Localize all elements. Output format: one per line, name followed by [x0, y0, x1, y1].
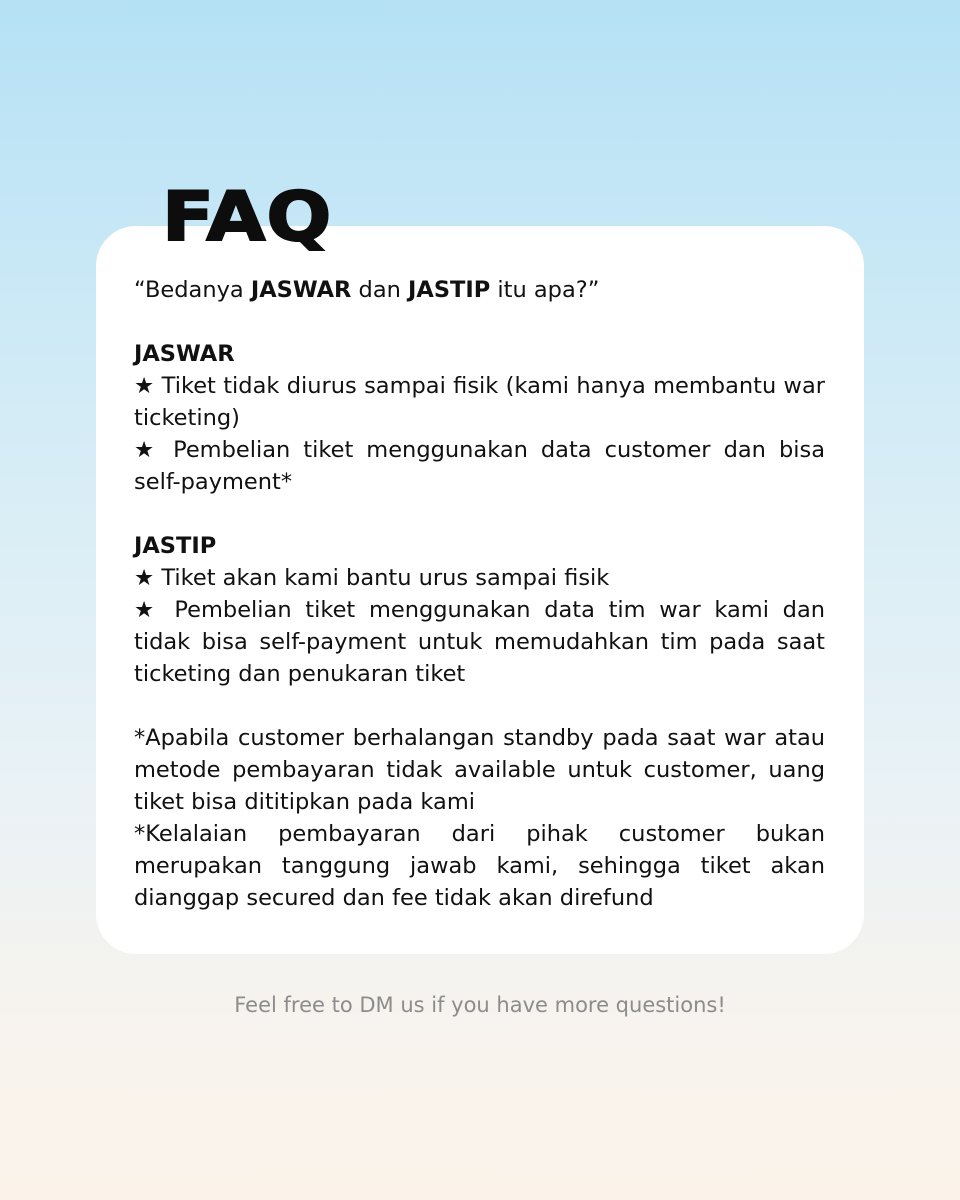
term-jastip: JASTIP: [408, 277, 491, 303]
spacer: [134, 306, 825, 338]
jaswar-heading: JASWAR: [134, 341, 235, 367]
faq-content: [134, 274, 825, 914]
jastip-heading: JASTIP: [134, 533, 217, 559]
note-2: *Kelalaian pembayaran dari pihak customer bukan merupakan tanggung jawab kami, sehingga tiket akan dianggap secured dan fee tidak akan direfund: [134, 821, 825, 911]
jaswar-point-2: ★ Pembelian tiket menggunakan data customer dan bisa self-payment*: [134, 437, 825, 495]
footer-message: Feel free to DM us if you have more questions!: [234, 993, 726, 1017]
spacer: [134, 690, 825, 722]
faq-question: “Bedanya JASWAR dan JASTIP itu apa?”: [134, 277, 600, 303]
term-jaswar: JASWAR: [250, 277, 352, 303]
jastip-point-1: ★ Tiket akan kami bantu urus sampai fisik: [134, 565, 610, 591]
note-1: *Apabila customer berhalangan standby pada saat war atau metode pembayaran tidak available untuk customer, uang tiket bisa dititipkan pada kami: [134, 725, 825, 815]
jastip-point-2: ★ Pembelian tiket menggunakan data tim war kami dan tidak bisa self-payment untuk memudahkan tim pada saat ticketing dan penukaran tiket: [134, 597, 825, 687]
spacer: [134, 498, 825, 530]
jaswar-point-1: ★ Tiket tidak diurus sampai fisik (kami hanya membantu war ticketing): [134, 373, 825, 431]
faq-title: FAQ: [162, 178, 333, 257]
